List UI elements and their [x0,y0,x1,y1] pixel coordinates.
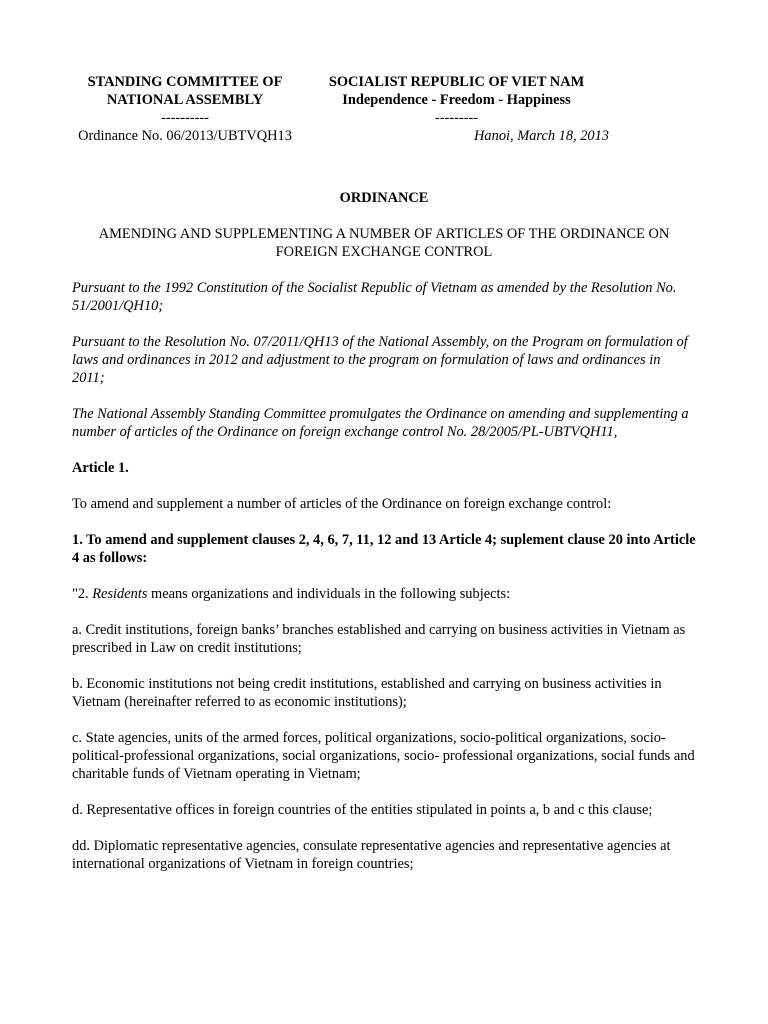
article-intro: To amend and supplement a number of articles of the Ordinance on foreign exchange control: [72,496,612,512]
preamble-paragraph: Pursuant to the Resolution No. 07/2011/QH13 of the National Assembly, on the Program on formulation of laws and ordinances in 2012 and adjustment to the program on formulation of laws and ordinances in 2011; [72,334,688,386]
preamble-paragraph: Pursuant to the 1992 Constitution of the Socialist Republic of Vietnam as amended by the Resolution No. 51/2001/QH10; [72,280,677,314]
preamble-paragraph: The National Assembly Standing Committee promulgates the Ordinance on amending and supplementing a number of articles of the Ordinance on foreign exchange control No. 28/2005/PL-UBTVQH11, [72,406,689,440]
list-item: dd. Diplomatic representative agencies, consulate representative agencies and representative agencies at international organizations of Vietnam in foreign countries; [72,838,671,872]
defined-term: Residents [92,586,148,602]
issuing-authority-line2: NATIONAL ASSEMBLY [106,92,264,108]
definition-text: means organizations and individuals in the following subjects: [147,586,511,602]
issuing-authority-divider: ---------- [161,110,209,126]
country-name: SOCIALIST REPUBLIC OF VIET NAM [328,74,585,90]
document-body [72,189,696,891]
document-title: ORDINANCE [339,190,429,206]
list-item: d. Representative offices in foreign countries of the entities stipulated in points a, b and c this clause; [72,802,653,818]
place-and-date: Hanoi, March 18, 2013 [474,128,609,144]
list-item: a. Credit institutions, foreign banks’ branches established and carrying on business activities in Vietnam as prescribed in Law on credit institutions; [72,622,686,656]
list-item: b. Economic institutions not being credit institutions, established and carrying on business activities in Vietnam (hereinafter referred to as economic institutions); [72,676,662,710]
clause-definition [72,585,696,603]
issuing-authority-line1: STANDING COMMITTEE OF [87,74,283,90]
ordinance-number: Ordinance No. 06/2013/UBTVQH13 [78,128,292,144]
article-heading: Article 1. [72,460,129,476]
clause-number: "2. [72,586,93,602]
list-item: c. State agencies, units of the armed forces, political organizations, socio-political organizations, socio-political-professional organizations, social organizations, socio- professional organizations, social funds and charitable funds of Vietnam operating in Vietnam; [72,730,695,782]
motto: Independence - Freedom - Happiness [342,92,571,108]
issuing-authority [64,73,306,127]
document-subtitle: AMENDING AND SUPPLEMENTING A NUMBER OF ARTICLES OF THE ORDINANCE ON FOREIGN EXCHANGE CONTROL [98,226,670,260]
national-motto [304,73,609,127]
clause-heading: 1. To amend and supplement clauses 2, 4, 6, 7, 11, 12 and 13 Article 4; suplement clause 20 into Article 4 as follows: [72,532,696,566]
motto-divider: --------- [434,110,479,126]
